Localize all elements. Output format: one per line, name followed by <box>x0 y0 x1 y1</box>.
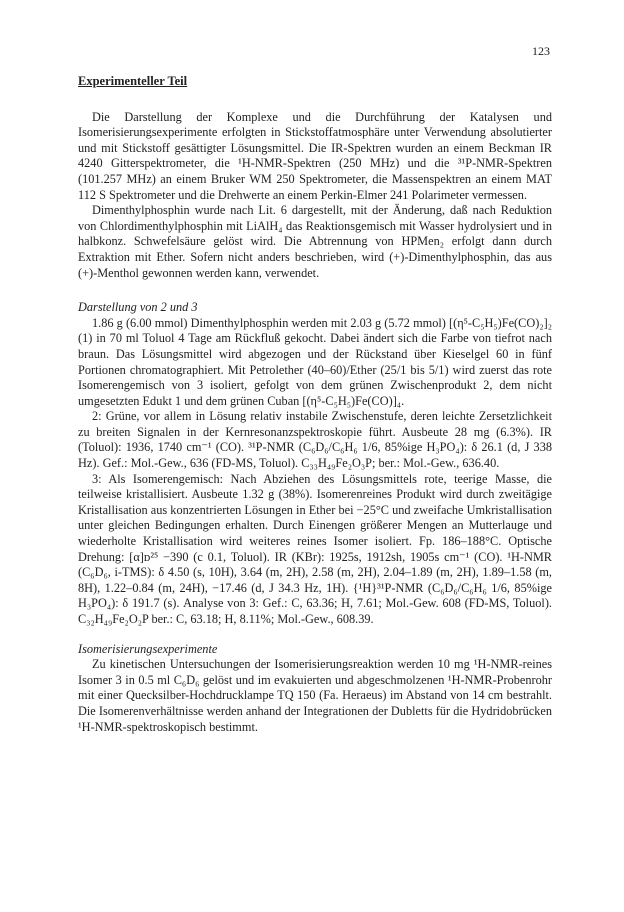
subheading-darstellung: Darstellung von 2 und 3 <box>78 300 198 315</box>
paragraph-intro-1: Die Darstellung der Komplexe und die Durchführung der Katalysen und Isomerisierungsexperimente erfolgten in Stickstoffatmosphäre unter Verwendung absolutierter und mit Stickstoff gesättigter Lösungsmittel. Die IR-Spektren wurden an einem Beckman IR 4240 Gitterspektrometer, die ¹H-NMR-Spektren (250 MHz) und die ³¹P-NMR-Spektren (101.257 MHz) an einem Bruker WM 250 Spektrometer, die Massenspektren an einem MAT 112 S Spektrometer und die Drehwerte an einem Perkin-Elmer 241 Polarimeter vermessen. <box>78 109 552 202</box>
paragraph-darstellung-2: 2: Grüne, vor allem in Lösung relativ instabile Zwischenstufe, deren leichte Zersetzlichkeit zu breiten Signalen in der Kernresonanzspektroskopie führt. Ausbeute 28 mg (6.3%). IR (Toluol): 1936, 1740 cm⁻¹ (CO). ³¹P-NMR (C₆D₆/C₆H₆ 1/6, 85%ige H₃PO₄): δ 26.1 (d, J 338 Hz). Gef.: Mol.-Gew., 636 (FD-MS, Toluol). C₃₃H₄₉Fe₂O₃P; ber.: Mol.-Gew., 636.40. <box>78 409 552 471</box>
paragraph-intro-2: Dimenthylphosphin wurde nach Lit. 6 dargestellt, mit der Änderung, daß nach Reduktion von Chlordimenthylphosphin mit LiAlH₄ das Reaktionsgemisch mit Wasser hydrolysiert und in halbkonz. Schwefelsäure gelöst wird. Die Abtrennung von HPMen₂ erfolgt dann durch Extraktion mit Ether. Sofern nicht anders beschrieben, wird (+)-Dimenthylphosphin, das aus (+)-Menthol gewonnen werden kann, verwendet. <box>78 203 552 280</box>
subheading-isomerisierung: Isomerisierungsexperimente <box>78 641 218 656</box>
page-body <box>78 74 552 735</box>
section-heading: Experimenteller Teil <box>78 74 188 88</box>
page-number: 123 <box>532 44 550 58</box>
paragraph-isomerisierung: Zu kinetischen Untersuchungen der Isomerisierungsreaktion werden 10 mg ¹H-NMR-reines Isomer 3 in 0.5 ml C₆D₆ gelöst und im evakuierten und abgeschmolzenen ¹H-NMR-Probenrohr mit einer Quecksilber-Hochdrucklampe TQ 150 (Fa. Heraeus) im Abstand von 14 cm bestrahlt. Die Isomerenverhältnisse werden anhand der Integrationen der Dubletts für die Hydridobrücken ¹H-NMR-spektroskopisch bestimmt. <box>78 657 552 734</box>
paragraph-darstellung-1: 1.86 g (6.00 mmol) Dimenthylphosphin werden mit 2.03 g (5.72 mmol) [(η⁵-C₅H₅)Fe(CO)₂]₂ (1) in 70 ml Toluol 4 Tage am Rückfluß gekocht. Dabei ändert sich die Farbe von tiefrot nach braun. Das Lösungsmittel wird abgezogen und der Rückstand über Kieselgel 60 in fünf Portionen chromatographiert. Mit Petrolether (40–60)/Ether (25/1 bis 5/1) wird zuerst das rote Isomerengemisch von 3 isoliert, gefolgt von dem grünen Zwischenprodukt 2, dem nicht umgesetzten Edukt 1 und dem grünen Cuban [(η⁵-C₅H₅)Fe(CO)]₄. <box>78 315 552 408</box>
paragraph-darstellung-3: 3: Als Isomerengemisch: Nach Abziehen des Lösungsmittels rote, teerige Masse, die teilweise kristallisiert. Ausbeute 1.32 g (38%). Isomerenreines Produkt wird durch zweitägige Kristallisation aus konzentrierten Lösungen in Ether bei −25°C und zweifache Umkristallisation unter gleichen Bedingungen erhalten. Durch Einengen größerer Mengen an Mutterlauge und wiederholte Kristallisation wird weiteres reines Isomer isoliert. Fp. 186–188°C. Optische Drehung: [α]ᴅ²⁵ −390 (c 0.1, Toluol). IR (KBr): 1925s, 1912sh, 1905s cm⁻¹ (CO). ¹H-NMR (C₆D₆, i-TMS): δ 4.50 (s, 10H), 3.64 (m, 2H), 2.58 (m, 2H), 2.04–1.89 (m, 2H), 1.89–1.58 (m, 8H), 1.22–0.84 (m, 24H), −17.46 (d, J 34.3 Hz, 1H). {¹H}³¹P-NMR (C₆D₆/C₆H₆ 1/6, 85%ige H₃PO₄): δ 191.7 (s). Analyse von 3: Gef.: C, 63.36; H, 7.61; Mol.-Gew. 608 (FD-MS, Toluol). C₃₂H₄₉Fe₂O₂P ber.: C, 63.18; H, 8.11%; Mol.-Gew., 608.39. <box>78 471 552 626</box>
